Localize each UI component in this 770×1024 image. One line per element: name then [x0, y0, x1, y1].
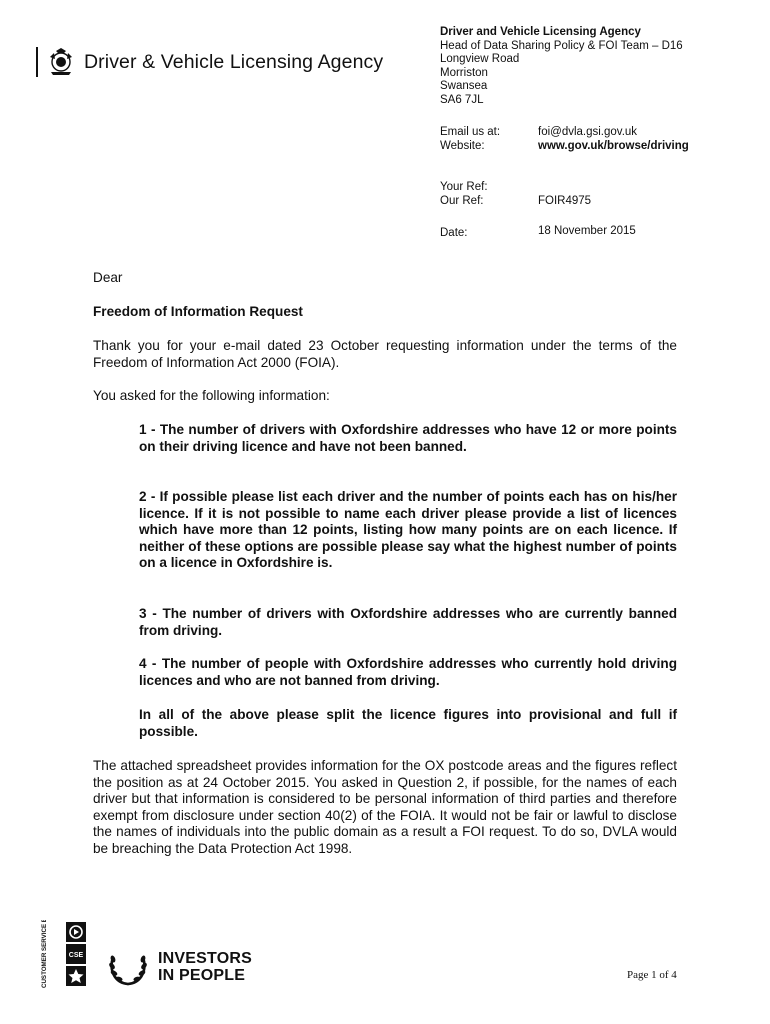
logo-divider: [36, 47, 38, 77]
address-district: Morriston: [440, 66, 488, 79]
page-number: Page 1 of 4: [627, 969, 677, 981]
sender-address: [440, 26, 683, 108]
date-label: Date:: [440, 227, 468, 239]
website-link[interactable]: www.gov.uk/browse/driving: [538, 140, 689, 152]
iip-line-2: IN PEOPLE: [158, 967, 246, 984]
investors-in-people-logo: [106, 945, 252, 989]
royal-crest-icon: [46, 47, 76, 77]
question-1: 1 - The number of drivers with Oxfordshire addresses who have 12 or more points on their driving licence and have not been banned.: [139, 422, 677, 454]
your-ref-label: Your Ref:: [440, 181, 488, 193]
iip-wordmark: [158, 950, 252, 984]
cse-badge-icon: [36, 920, 96, 990]
asked-paragraph: You asked for the following information:: [93, 388, 330, 403]
intro-paragraph: Thank you for your e-mail dated 23 October requesting information under the terms of the Freedom of Information Act 2000 (FOIA).: [93, 338, 677, 370]
letter-subject: Freedom of Information Request: [93, 304, 303, 319]
address-town: Swansea: [440, 80, 488, 93]
date-value: 18 November 2015: [538, 225, 636, 237]
iip-line-1: INVESTORS: [158, 950, 252, 967]
dvla-logo: [36, 46, 383, 78]
customer-service-excellence-logo: [36, 920, 96, 990]
email-label: Email us at:: [440, 126, 501, 138]
address-team: Head of Data Sharing Policy & FOI Team – D16: [440, 39, 683, 52]
laurel-wreath-icon: [106, 945, 150, 989]
agency-name: Driver & Vehicle Licensing Agency: [84, 50, 384, 73]
email-link[interactable]: foi@dvla.gsi.gov.uk: [538, 126, 638, 138]
address-street: Longview Road: [440, 53, 520, 66]
question-2: 2 - If possible please list each driver and the number of points each has on his/her licence. If it is not possible to name each driver please provide a list of licences which have more than 12 points, listing how many points are on each licence. If neither of these options are possible please say what the highest number of points on a licence in Oxfordshire is.: [139, 489, 677, 571]
our-ref-value: FOIR4975: [538, 195, 592, 207]
website-label: Website:: [440, 140, 485, 152]
response-paragraph: The attached spreadsheet provides information for the OX postcode areas and the figures reflect the position as at 24 October 2015. You asked in Question 2, if possible, for the names of each driver but that information is considered to be personal information of third parties and therefore exempt from disclosure under section 40(2) of the FOIA. It would not be fair or lawful to disclose the names of individuals into the public domain as a result a FOI request. To do so, DVLA would be breaching the Data Protection Act 1998.: [93, 758, 677, 856]
cse-badge: CSE: [68, 952, 84, 959]
cse-text: CUSTOMER SERVICE EXCELLENCE: [41, 920, 48, 988]
address-postcode: SA6 7JL: [440, 93, 484, 106]
address-organisation: Driver and Vehicle Licensing Agency: [440, 26, 641, 38]
question-4: 4 - The number of people with Oxfordshire addresses who currently hold driving licences and who are not banned from driving.: [139, 656, 677, 688]
our-ref-label: Our Ref:: [440, 195, 484, 207]
question-3: 3 - The number of drivers with Oxfordshire addresses who are currently banned from driving.: [139, 606, 677, 638]
salutation: Dear: [93, 270, 123, 285]
question-note: In all of the above please split the licence figures into provisional and full if possible.: [139, 707, 677, 739]
